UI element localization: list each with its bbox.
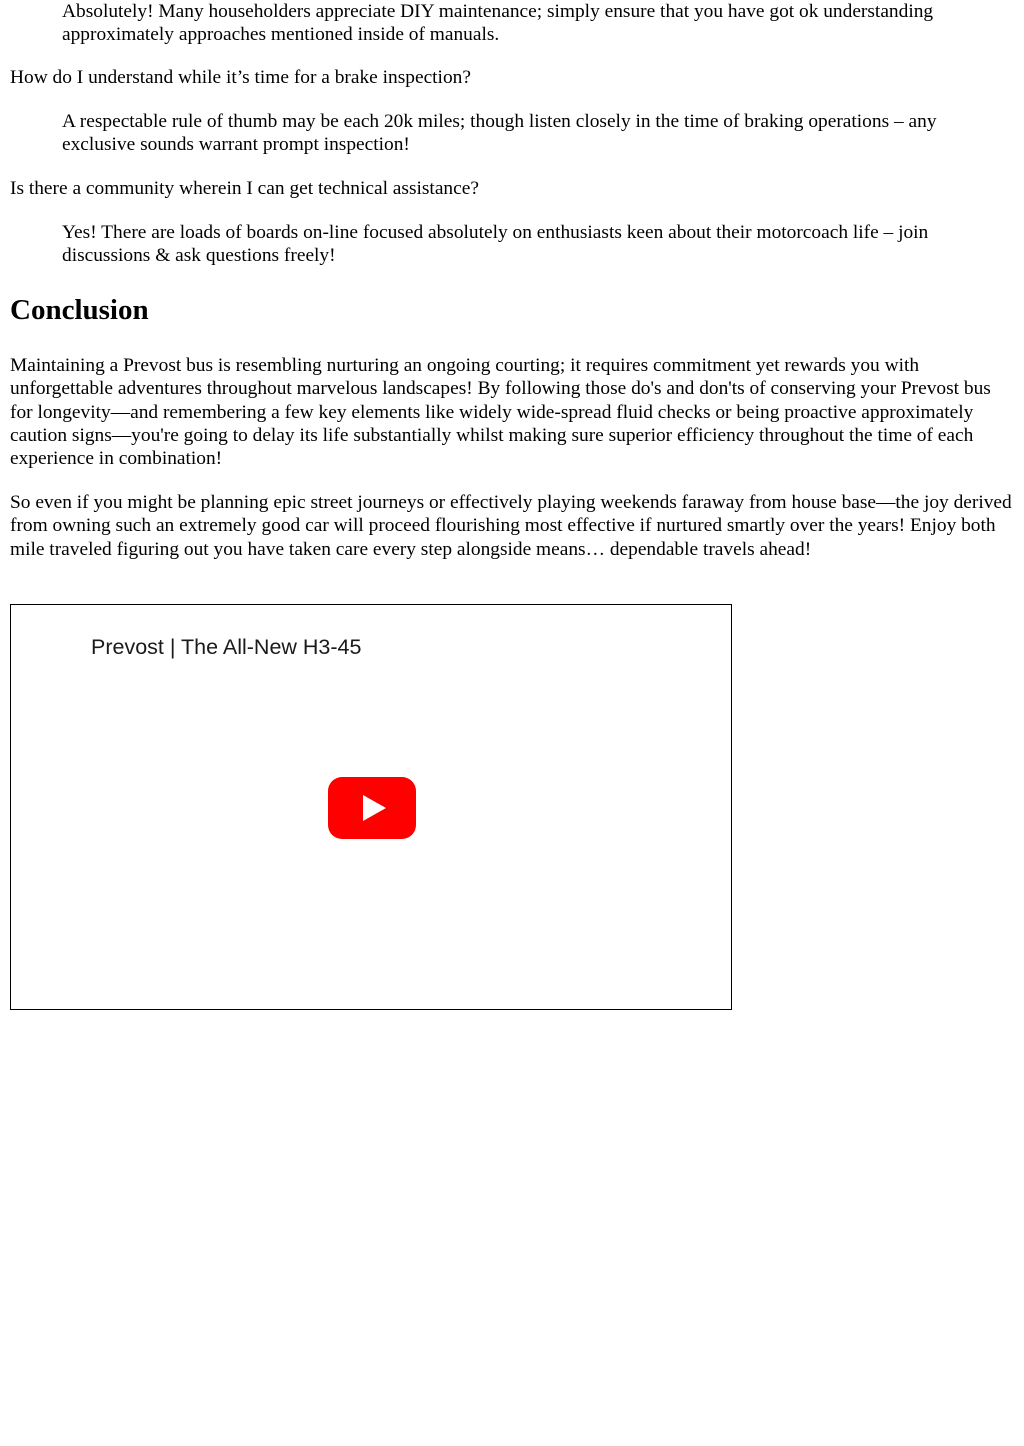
faq-answer-community: Yes! There are loads of boards on-line focused absolutely on enthusiasts keen about their motorcoach life – join discussions & ask questions freely! bbox=[62, 222, 929, 267]
youtube-play-icon[interactable] bbox=[328, 777, 416, 839]
video-title[interactable]: Prevost | The All-New H3-45 bbox=[91, 635, 362, 659]
conclusion-heading: Conclusion bbox=[10, 294, 149, 326]
faq-answer-brake: A respectable rule of thumb may be each 20k miles; though listen closely in the time of braking operations – any exclusive sounds warrant prompt inspection! bbox=[62, 111, 937, 156]
conclusion-paragraph: So even if you might be planning epic street journeys or effectively playing weekends faraway from house base—the joy derived from owning such an extremely good car will proceed flourishing most effective if nurtured smartly over the years! Enjoy both mile traveled figuring out you have taken care every step alongside means… dependable travels ahead! bbox=[10, 492, 1012, 560]
conclusion-paragraph: Maintaining a Prevost bus is resembling nurturing an ongoing courting; it requires commitment yet rewards you with unforgettable adventures throughout marvelous landscapes! By following those do's and don'ts of conserving your Prevost bus for longevity—and remembering a few key elements like widely wide-spread fluid checks or being proactive approximately caution signs—you're going to delay its life substantially whilst making sure superior efficiency throughout the time of each experience in combination! bbox=[10, 355, 991, 470]
youtube-video-embed[interactable] bbox=[10, 604, 732, 1010]
faq-question-brake: How do I understand while it’s time for a brake inspection? bbox=[10, 67, 471, 88]
faq-question-community: Is there a community wherein I can get technical assistance? bbox=[10, 178, 479, 199]
youtube-play-icon-svg bbox=[328, 777, 416, 839]
faq-answer-diy: Absolutely! Many householders appreciate DIY maintenance; simply ensure that you have got ok understanding approximately approaches mentioned inside of manuals. bbox=[62, 1, 934, 46]
